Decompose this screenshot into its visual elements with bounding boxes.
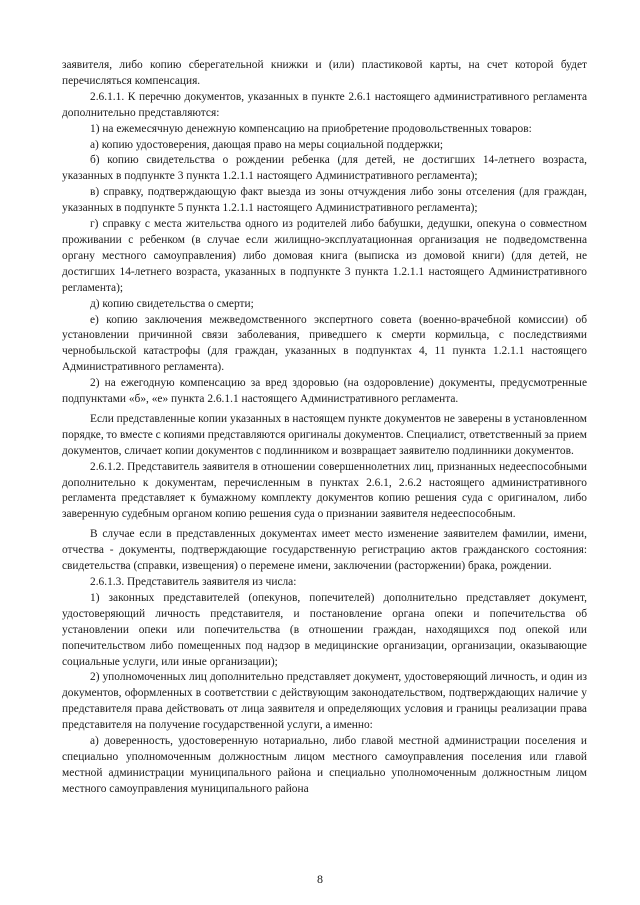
paragraph-item-v: в) справку, подтверждающую факт выезда из зоны отчуждения либо зоны отселения (для граждан, указанных в подпункте 5 пункта 1.2.1.1 настоящего Административного регламента);	[62, 186, 587, 215]
paragraph-copies-note: Если представленные копии указанных в настоящем пункте документов не заверены в установленном порядке, то вместе с копиями представляются оригиналы документов. Специалист, ответственный за прием документов, сличает копии документов с подлинником и возвращает заявителю подлинники документов.	[62, 412, 587, 457]
page-number: 8	[317, 872, 323, 886]
paragraph-item-e: е) копию заключения межведомственного экспертного совета (военно-врачебной комиссии) об установлении причинной связи заболевания, приведшего к смерти кормильца, с последствиями чернобыльской катастрофы (для граждан, указанных в подпунктах 4, 11 пункта 1.2.1.1 настоящего Административного регламента).	[62, 313, 587, 374]
paragraph-item-b: б) копию свидетельства о рождении ребенка (для детей, не достигших 14-летнего возраста, указанных в подпункте 3 пункта 1.2.1.1 настоящего Административного регламента);	[62, 154, 587, 183]
document-body	[62, 58, 587, 798]
paragraph-2-6-1-3: 2.6.1.3. Представитель заявителя из числа:	[90, 576, 297, 588]
paragraph-power-of-attorney: а) доверенность, удостоверенную нотариально, либо главой местной администрации поселения и специально уполномоченным должностным лицом местного самоуправления поселения или главой местной администрации муниципального района и специально уполномоченным должностным лицом местного самоуправления муниципального района	[62, 735, 587, 795]
paragraph-name-change: В случае если в представленных документах имеет место изменение заявителем фамилии, имени, отчества - документы, подтверждающие государственную регистрацию актов гражданского состояния: свидетельства (справки, извещения) о перемене имени, заключении (расторжении) брака, рождении.	[62, 528, 587, 573]
paragraph-authorized-persons: 2) уполномоченных лиц дополнительно представляет документ, удостоверяющий личность, и один из документов, оформленных в соответствии с действующим законодательством, подтверждающих наличие у представителя права действовать от лица заявителя и определяющих условия и границы реализации права представителя на получение государственной услуги, а именно:	[62, 671, 587, 732]
paragraph-legal-representatives: 1) законных представителей (опекунов, попечителей) дополнительно представляет документ, удостоверяющий личность представителя, и постановление органа опеки и попечительства об установлении опеки или попечительства (в отношении граждан, находящихся под опекой или попечительством либо помещенных под надзор в медицинские организации, организации, оказывающие социальные услуги, или иные организации);	[62, 591, 587, 668]
paragraph-2-6-1-2: 2.6.1.2. Представитель заявителя в отношении совершеннолетних лиц, признанных недееспособными дополнительно к документам, перечисленным в пунктах 2.6.1, 2.6.2 настоящего административного регламента представляет к бумажному комплекту документов копию решения суда с оригиналом, либо заверенную судебным органом копию решения суда о признании заявителя недееспособным.	[62, 460, 587, 521]
paragraph-continuation: заявителя, либо копию сберегательной книжки и (или) пластиковой карты, на счет которой будет перечисляться компенсация.	[62, 59, 587, 87]
paragraph-item-a: а) копию удостоверения, дающая право на меры социальной поддержки;	[90, 138, 444, 151]
paragraph-item-g: г) справку с места жительства одного из родителей либо бабушки, дедушки, опекуна о совместном проживании с ребенком (в случае если жилищно-эксплуатационная организация не подведомственна органу местного самоуправления) либо домовая книга (выписка из домовой книги) (для детей, не достигших 14-летнего возраста, указанных в подпункте 3 пункта 1.2.1.1 настоящего Административного регламента);	[62, 218, 587, 294]
paragraph-item-2: 2) на ежегодную компенсацию за вред здоровью (на оздоровление) документы, предусмотренные подпунктами «б», «е» пункта 2.6.1.1 настоящего Административного регламента.	[62, 377, 587, 406]
paragraph-item-d: д) копию свидетельства о смерти;	[90, 297, 254, 310]
paragraph-2-6-1-1: 2.6.1.1. К перечню документов, указанных в пункте 2.6.1 настоящего административного регламента дополнительно представляются:	[62, 90, 587, 119]
paragraph-item-1: 1) на ежемесячную денежную компенсацию на приобретение продовольственных товаров:	[90, 122, 532, 135]
